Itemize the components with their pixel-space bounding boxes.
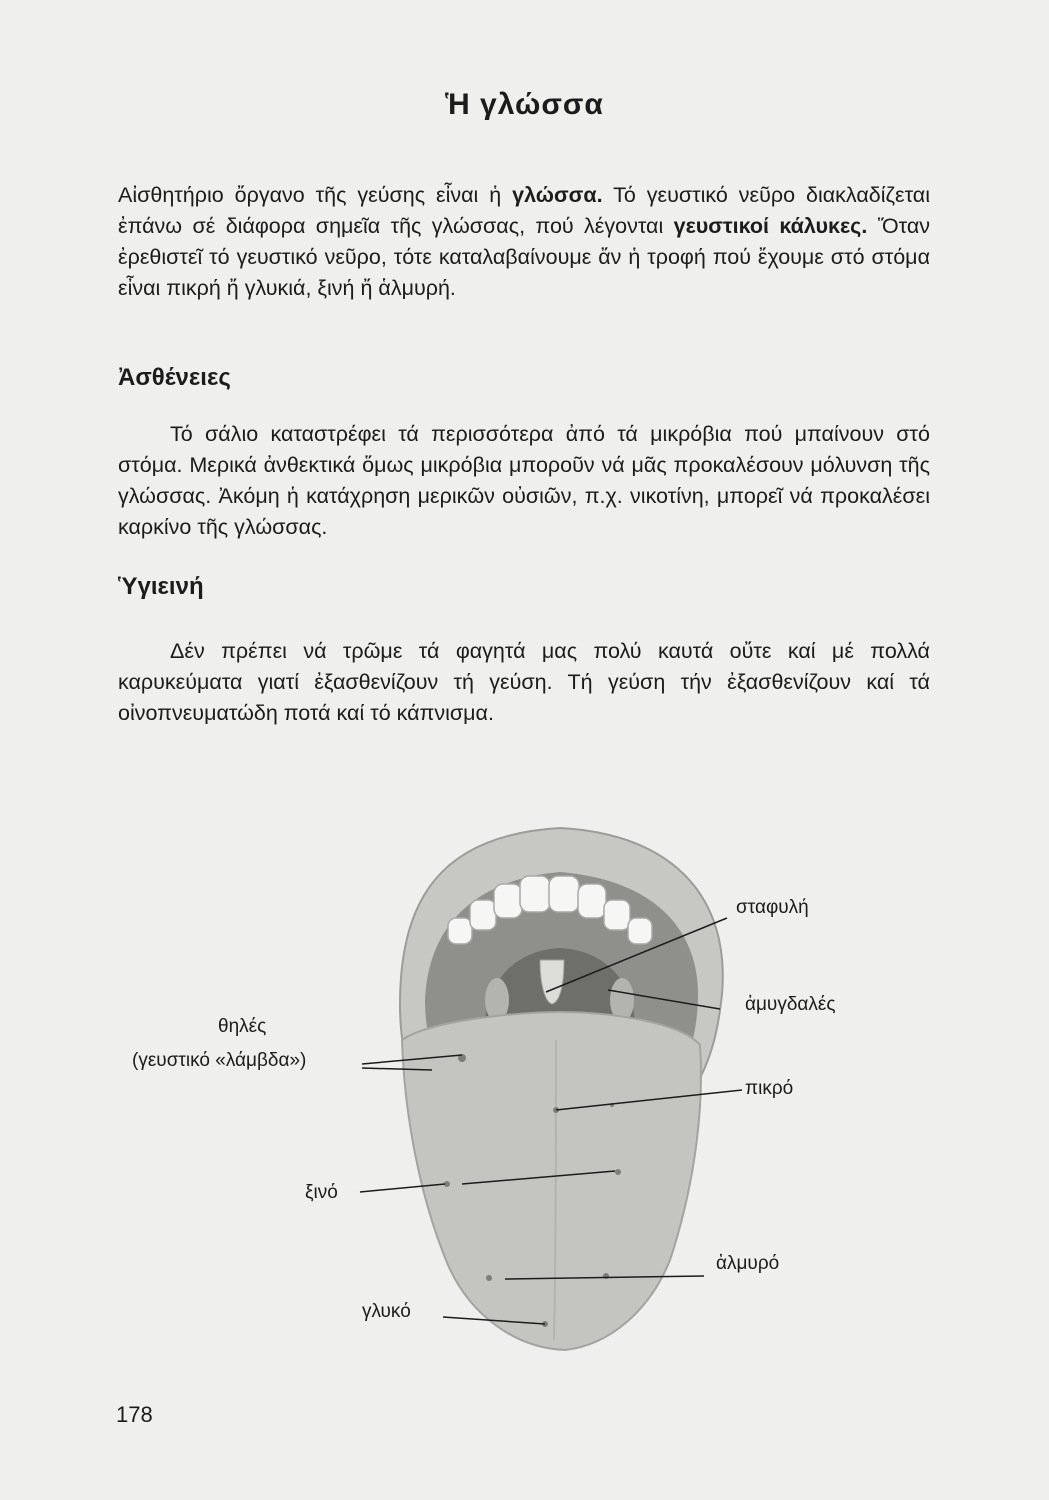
hygiene-heading: Ὑγιεινή [118,573,204,600]
label-sweet: γλυκό [362,1301,411,1322]
label-tonsils: ἀμυγδαλές [745,994,836,1015]
intro-text-3: Ὅταν ἐρεθιστεῖ τό γευστικό νεῦρο, τότε καταλαβαίνουμε ἄν ἡ τροφή πού ἔχουμε στό στόμα εἶναι πικρή ἤ γλυκιά, ξινή ἤ ἁλμυρή. [118,214,930,300]
intro-text-2: Τό γευστικό νεῦρο διακλαδίζεται ἐπάνω σέ διάφορα σημεῖα τῆς γλώσσας, πού λέγονται [118,183,930,238]
label-papillae-lambda: (γευστικό «λάμβδα») [132,1050,307,1071]
label-papillae: θηλές [218,1016,267,1037]
diseases-heading: Ἀσθένειες [118,364,231,391]
label-salty: ἁλμυρό [716,1253,780,1274]
page-number: 178 [116,1402,153,1427]
tongue [402,1012,701,1350]
intro-text-1: Αἰσθητήριο ὄργανο τῆς γεύσης εἶναι ἡ [118,183,513,207]
tongue-diagram [0,800,1049,1360]
label-bitter: πικρό [745,1078,794,1099]
diseases-paragraph: Τό σάλιο καταστρέφει τά περισσότερα ἀπό τά μικρόβια πού μπαίνουν στό στόμα. Μερικά ἀνθεκτικά ὅμως μικρόβια μποροῦν νά μᾶς προκαλέσουν μόλυνση τῆς γλώσσας. Ἀκόμη ἡ κατάχρηση μερικῶν οὐσιῶν, π.χ. νικοτίνη, μπορεῖ νά προκαλέσει καρκίνο τῆς γλώσσας. [118,422,930,539]
label-sour: ξινό [305,1182,338,1203]
mouth-drawing [400,828,723,1350]
intro-term-tongue: γλώσσα. [512,183,603,207]
label-uvula: σταφυλή [736,897,809,918]
intro-term-taste-buds: γευστικοί κάλυκες. [673,214,868,238]
hygiene-paragraph: Δέν πρέπει νά τρῶμε τά φαγητά μας πολύ καυτά οὔτε καί μέ πολλά καρυκεύματα γιατί ἐξασθενίζουν τή γεύση. Τή γεύση τήν ἐξασθενίζουν καί τά οἰνοπνευματώδη ποτά καί τό κάπνισμα. [118,639,930,725]
page-title: Ἡ γλώσσα [445,88,604,121]
intro-paragraph [118,180,930,304]
